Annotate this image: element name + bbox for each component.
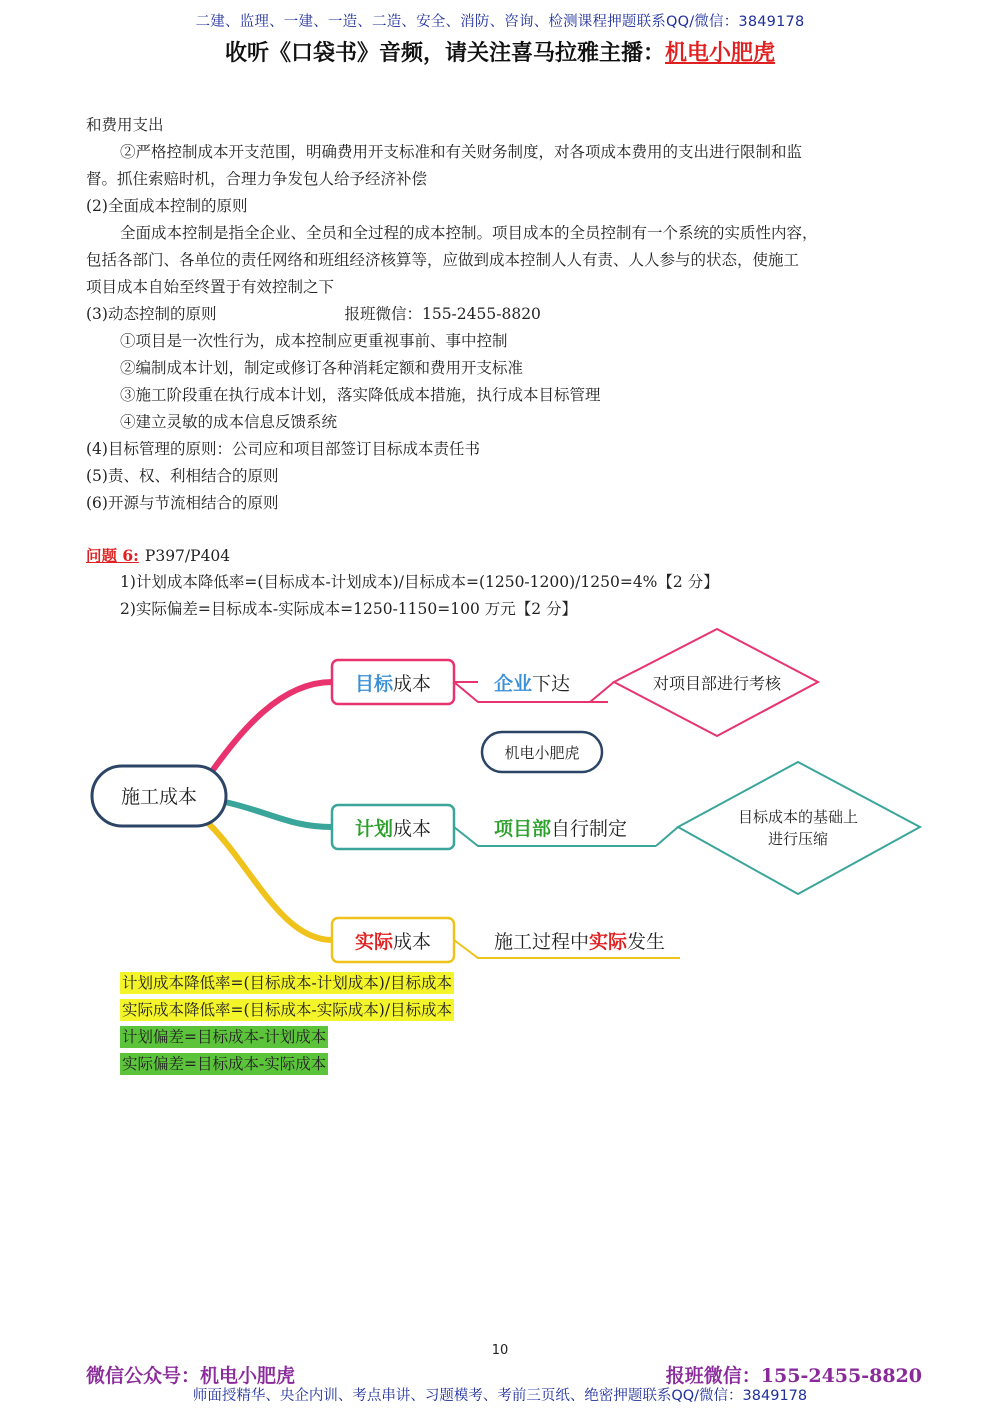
formula-line: [120, 997, 454, 1024]
answer-line: 2)实际偏差=目标成本-实际成本=1250-1150=100 万元【2 分】: [120, 600, 578, 618]
question-label: 问题 6:: [86, 546, 139, 565]
connector: [590, 682, 614, 702]
principle-heading: (5)责、权、利相结合的原则: [86, 467, 279, 485]
desc-target: 企业下达: [494, 673, 571, 695]
formula-planned-deviation: 计划偏差=目标成本-计划成本: [122, 1028, 327, 1046]
principle-heading-text: (3)动态控制的原则: [86, 305, 217, 323]
text-line: ①项目是一次性行为，成本控制应更重视事前、事中控制: [120, 332, 508, 350]
text-line: ③施工阶段重在执行成本计划，落实降低成本措施，执行成本目标管理: [120, 386, 601, 404]
node-planned-cost-label: 计划成本: [354, 818, 432, 840]
formula-actual-deviation: 实际偏差=目标成本-实际成本: [122, 1055, 327, 1073]
desc-actual: 施工过程中实际发生: [494, 931, 666, 953]
principle-heading: (4)目标管理的原则：公司应和项目部签订目标成本责任书: [86, 440, 480, 458]
text-line: ②严格控制成本开支范围，明确费用开支标准和有关财务制度，对各项成本费用的支出进行限制和监: [120, 143, 803, 161]
question-6: [86, 542, 719, 623]
header-podcast-prefix: 收听《口袋书》音频，请关注喜马拉雅主播：: [224, 40, 665, 66]
principle-heading: [86, 301, 926, 328]
formula-line: [120, 1051, 454, 1078]
branch-line-plan: [225, 802, 332, 827]
question-6-title: [86, 542, 719, 569]
answer-line: 1)计划成本降低率=(目标成本-计划成本)/目标成本=(1250-1200)/1250=4%【2 分】: [120, 573, 719, 591]
cost-mindmap: [80, 622, 930, 972]
diamond-planned: [678, 762, 920, 894]
header-podcast-host: 机电小肥虎: [665, 40, 776, 66]
desc-planned: 项目部自行制定: [494, 818, 628, 840]
text-line: ②编制成本计划，制定或修订各种消耗定额和费用开支标准: [120, 359, 524, 377]
page-number: 10: [491, 1343, 509, 1358]
watermark-text: 机电小肥虎: [504, 744, 580, 762]
formula-line: [120, 1024, 454, 1051]
text-line: 项目成本自始至终置于有效控制之下: [86, 278, 335, 296]
text-line: 全面成本控制是指全企业、全员和全过程的成本控制。项目成本的全员控制有一个系统的实质性内容，: [120, 224, 818, 242]
diamond-planned-label-1: 目标成本的基础上: [737, 808, 859, 826]
root-node-label: 施工成本: [120, 786, 198, 808]
formula-actual-rate: 实际成本降低率=(目标成本-实际成本)/目标成本: [122, 1001, 453, 1019]
text-line: 和费用支出: [86, 116, 164, 134]
text-line: 包括各部门、各单位的责任网络和班组经济核算等，应做到成本控制人人有责、人人参与的状态，使施工: [86, 251, 800, 269]
diamond-target-label: 对项目部进行考核: [652, 674, 782, 693]
formula-line: [120, 970, 454, 997]
diamond-planned-label-2: 进行压缩: [767, 830, 829, 848]
header-contact-line: 二建、监理、一建、一造、二造、安全、消防、咨询、检测课程押题联系QQ/微信：3849178: [195, 14, 805, 30]
node-actual-cost-label: 实际成本: [354, 931, 432, 953]
inline-contact: 报班微信：155-2455-8820: [344, 305, 541, 323]
formula-list: [120, 970, 454, 1078]
header-podcast-line: [0, 36, 1000, 67]
question-ref: P397/P404: [144, 547, 231, 565]
text-line: ④建立灵敏的成本信息反馈系统: [120, 413, 338, 431]
principle-heading: (6)开源与节流相结合的原则: [86, 494, 279, 512]
text-line: 督。抓住索赔时机，合理力争发包人给予经济补偿: [86, 170, 428, 188]
principle-heading: (2)全面成本控制的原则: [86, 197, 248, 215]
node-target-cost-label: 目标成本: [354, 673, 432, 695]
footer-wechat-account: 微信公众号：机电小肥虎: [86, 1365, 296, 1387]
connector: [656, 827, 678, 846]
principles-section: [86, 112, 926, 517]
branch-line-actual: [205, 820, 332, 940]
formula-planned-rate: 计划成本降低率=(目标成本-计划成本)/目标成本: [122, 974, 453, 992]
footer-course-line: 师面授精华、央企内训、考点串讲、习题模考、考前三页纸、绝密押题联系QQ/微信：3849178: [192, 1388, 808, 1404]
branch-line-target: [210, 682, 332, 774]
footer-wechat-contact: 报班微信：155-2455-8820: [665, 1365, 922, 1387]
